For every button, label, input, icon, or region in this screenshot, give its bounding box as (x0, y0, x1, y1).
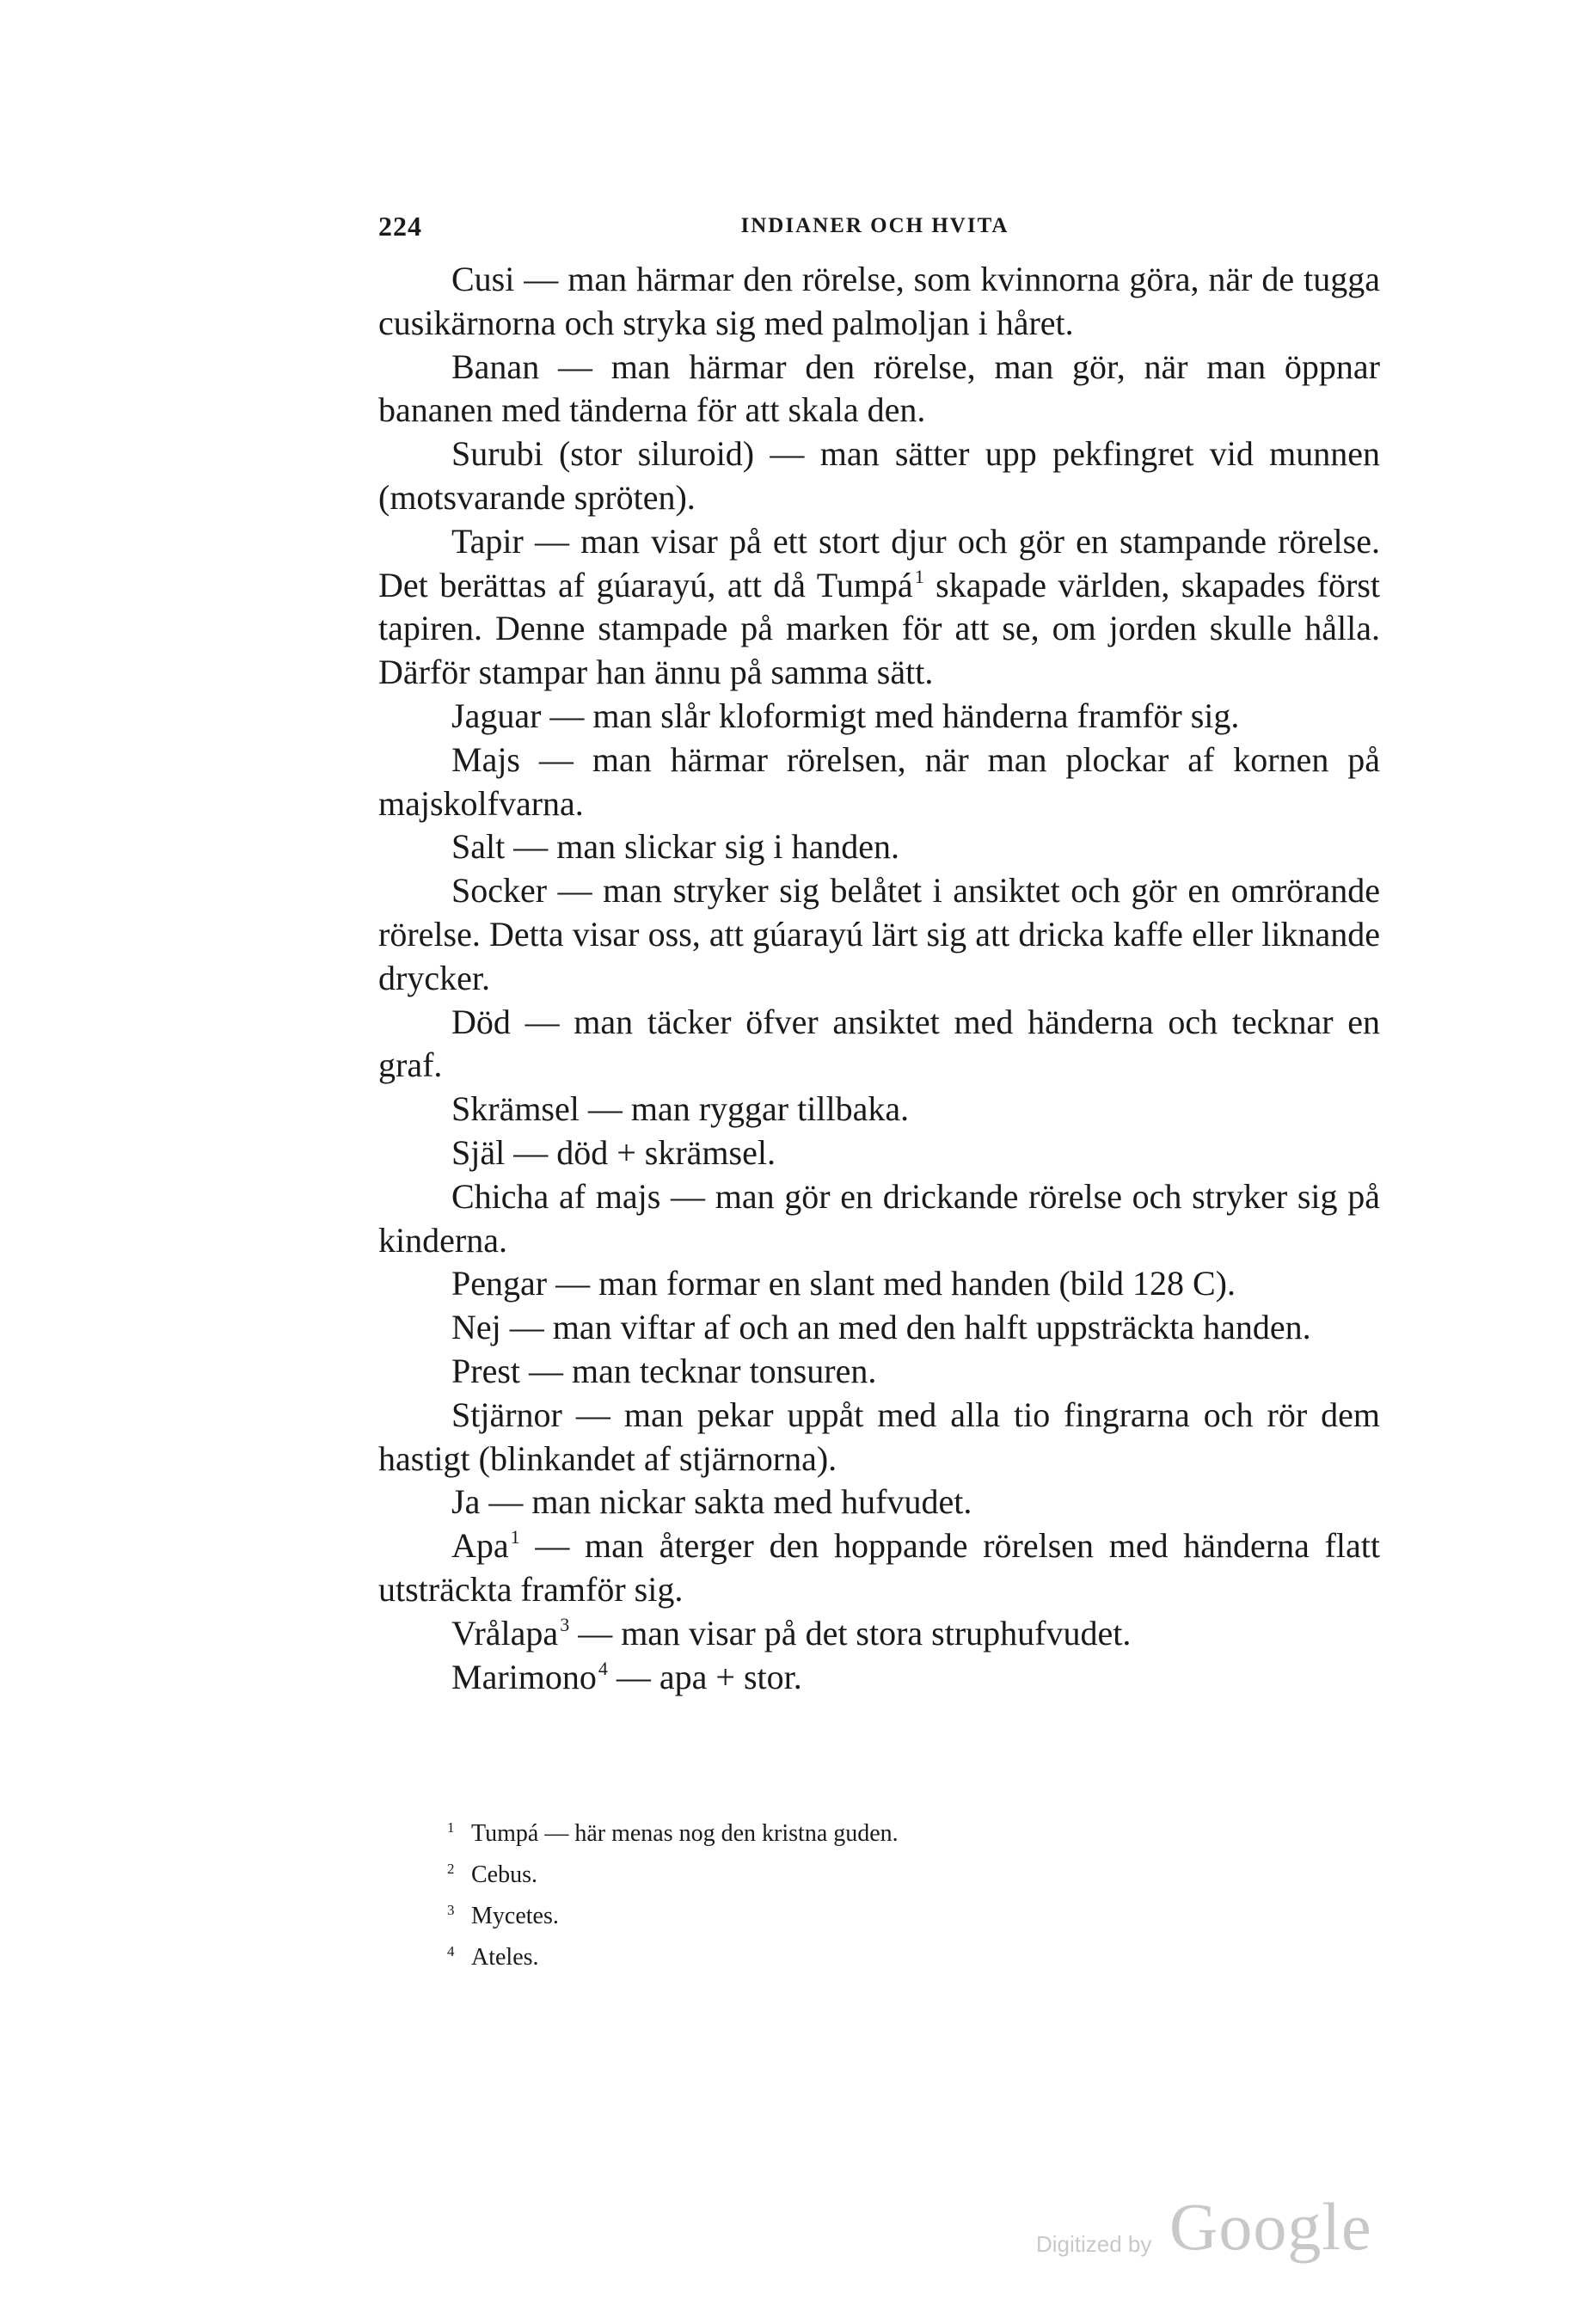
footnote (447, 1934, 1221, 1975)
paragraph-socker: Socker — man stryker sig belåtet i ansiktet och gör en omrörande rörelse. Detta visar oss, att gúarayú lärt sig att dricka kaffe eller liknande drycker. (378, 871, 1380, 997)
paragraph-text: Apa (451, 1526, 509, 1566)
footnote (447, 1810, 1221, 1851)
paragraph-text: Vrålapa (451, 1613, 559, 1653)
paragraph-salt: Salt — man slickar sig i handen. (451, 827, 900, 867)
paragraph-stjarnor: Stjärnor — man pekar uppåt med alla tio fingrarna och rör dem hastigt (blinkandet af stjärnorna). (378, 1395, 1380, 1478)
paragraph-text: Marimono (451, 1657, 597, 1696)
paragraph-text: — man visar på det stora struphufvudet. (569, 1613, 1132, 1653)
digitization-watermark (1036, 2188, 1397, 2266)
page-number: 224 (378, 211, 422, 242)
paragraph-tapir (378, 520, 1380, 695)
page-header (378, 211, 1371, 245)
footnote-reference: 1 (510, 1526, 520, 1548)
paragraph-text: — apa + stor. (607, 1657, 802, 1696)
footnotes (447, 1810, 1221, 1975)
paragraph-pengar: Pengar — man formar en slant med handen (bild 128 C). (451, 1264, 1236, 1303)
footnote-text: Tumpá — här menas nog den kristna guden. (471, 1820, 899, 1847)
paragraph-skramsel: Skrämsel — man ryggar tillbaka. (451, 1089, 910, 1129)
paragraph-prest: Prest — man tecknar tonsuren. (451, 1351, 877, 1390)
paragraph-dod: Död — man täcker öfver ansiktet med händerna och tecknar en graf. (378, 1002, 1380, 1085)
footnote-text: Mycetes. (471, 1903, 559, 1929)
paragraph-text: — man återger den hoppande rörelsen med händerna flatt utsträckta framför sig. (378, 1526, 1380, 1609)
footnote-marker: 3 (447, 1902, 455, 1918)
paragraph-marimono (378, 1656, 1380, 1700)
footnote-text: Cebus. (471, 1861, 537, 1888)
footnote-marker: 2 (447, 1861, 455, 1877)
footnote-marker: 1 (447, 1819, 455, 1836)
paragraph-chicha: Chicha af majs — man gör en drickande rörelse och stryker sig på kinderna. (378, 1176, 1380, 1260)
watermark-prefix: Digitized by (1036, 2231, 1152, 2257)
paragraph-majs: Majs — man härmar rörelsen, när man plockar af kornen på majskolfvarna. (378, 739, 1380, 823)
paragraph-ja: Ja — man nickar sakta med hufvudet. (451, 1482, 972, 1522)
paragraph-jaguar: Jaguar — man slår kloformigt med händerna framför sig. (451, 696, 1240, 735)
footnote (447, 1851, 1221, 1892)
running-title: INDIANER OCH HVITA (740, 214, 1009, 237)
footnote-marker: 4 (447, 1943, 455, 1959)
paragraph-cusi: Cusi — man härmar den rörelse, som kvinnorna göra, när de tugga cusikärnorna och stryka sig med palmoljan i håret. (378, 260, 1380, 342)
footnote-reference: 1 (914, 565, 924, 587)
footnote-reference: 3 (560, 1613, 570, 1635)
paragraph-banan: Banan — man härmar den rörelse, man gör, när man öppnar bananen med tänderna för att skala den. (378, 346, 1380, 430)
footnote-text: Ateles. (471, 1944, 539, 1971)
paragraph-surubi: Surubi (stor siluroid) — man sätter upp pekfingret vid munnen (motsvarande spröten). (378, 434, 1380, 517)
paragraph-text: skapade världen, skapades först tapiren. Denne stampade på marken för att se, om jorden skulle hålla. Därför stampar han ännu på samma sätt. (378, 565, 1381, 692)
google-logo: Google (1169, 2189, 1372, 2264)
footnote-reference: 4 (598, 1657, 608, 1679)
paragraph-apa (378, 1524, 1380, 1612)
paragraph-nej: Nej — man viftar af och an med den halft uppsträckta handen. (451, 1308, 1311, 1347)
paragraph-text: Tapir — man visar på ett stort djur och gör en stampande rörelse. Det berättas af gúarayú, att då Tumpá (378, 521, 1380, 604)
body-text (378, 258, 1380, 1699)
paragraph-sjal: Själ — död + skrämsel. (451, 1132, 776, 1172)
footnote (447, 1892, 1221, 1934)
paragraph-vralapa (378, 1612, 1380, 1656)
